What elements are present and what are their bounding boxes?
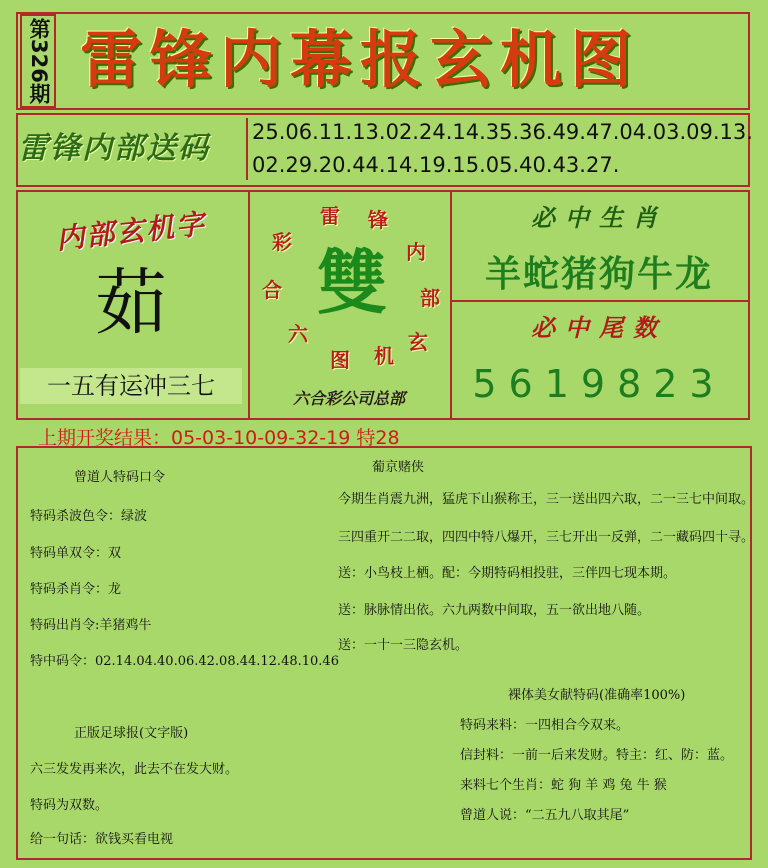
right-line: 送：小鸟枝上栖。配：今期特码相投驻，三伴四七现本期。 — [338, 566, 677, 581]
codes-line-2: 02.29.20.44.14.19.15.05.40.43.27. — [252, 153, 620, 177]
ring-char: 玄 — [408, 330, 428, 354]
right-line: 今期生肖震九洲，猛虎下山猴称王，三一送出四六取，二一三七中间取。 — [338, 492, 755, 507]
mystery-char: 茹 — [94, 261, 167, 345]
left-heading-2: 正版足球报(文字版) — [74, 726, 189, 741]
right-line-2: 曾道人说：“二五九八取其尾” — [460, 808, 630, 823]
left-line: 特中码令：02.14.04.40.06.42.08.44.12.48.10.46 — [30, 654, 339, 669]
left-heading: 曾道人特码口令 — [74, 470, 166, 485]
ring-char: 锋 — [368, 208, 388, 232]
last-result: 上期开奖结果：05-03-10-09-32-19 特28 — [38, 427, 400, 449]
ring-char: 机 — [374, 344, 394, 368]
ring-char: 部 — [420, 286, 440, 310]
mystery-phrase: 一五有运冲三七 — [20, 368, 242, 404]
issue-number: 第326期 — [20, 14, 56, 108]
right-heading-2: 裸体美女献特码(准确率100%) — [508, 688, 686, 703]
ring-char: 彩 — [272, 230, 292, 254]
left-line: 特码单双令：双 — [30, 546, 122, 561]
ring-char: 内 — [406, 240, 426, 264]
left-line: 特码杀波色令：绿波 — [30, 509, 148, 524]
right-line: 三四重开二二取，四四中特八爆开，三七开出一反弹，二一藏码四十寻。 — [338, 530, 755, 545]
zodiac-values: 羊蛇猪狗牛龙 — [484, 253, 713, 295]
left-line-2: 给一句话：欲钱买看电视 — [30, 832, 174, 847]
ring-char: 图 — [330, 348, 350, 372]
left-line: 特码出肖令:羊猪鸡牛 — [30, 618, 152, 633]
right-line-2: 来料七个生肖：蛇 狗 羊 鸡 兔 牛 猴 — [460, 778, 667, 793]
right-line-2: 特码来料：一四相合今双来。 — [460, 718, 630, 733]
mystery-label: 内部玄机字 — [54, 207, 208, 256]
ring-char: 六 — [288, 322, 308, 346]
right-line: 送：一十一三隐玄机。 — [338, 638, 469, 653]
tail-values: 5619823 — [472, 362, 726, 406]
ring-char: 雷 — [320, 204, 340, 228]
internal-codes — [252, 116, 753, 182]
company-name: 六合彩公司总部 — [292, 389, 405, 408]
right-line: 送：脉脉情出依。六九两数中间取，五一欲出地八随。 — [338, 603, 651, 618]
left-line: 特码杀肖令：龙 — [30, 582, 122, 597]
zodiac-title: 必中生肖 — [531, 203, 667, 232]
internal-codes-label: 雷锋内部送码 — [18, 118, 248, 180]
center-big-char: 雙 — [317, 241, 387, 324]
page-title: 雷锋内幕报玄机图 — [80, 23, 641, 96]
right-heading: 葡京赌侠 — [372, 460, 425, 475]
right-line-2: 信封料：一前一后来发财。特主：红、防：蓝。 — [460, 748, 734, 763]
left-line-2: 六三发发再来次，此去不在发大财。 — [30, 762, 239, 777]
codes-line-1: 25.06.11.13.02.24.14.35.36.49.47.04.03.09.13. — [252, 120, 753, 144]
tail-title: 必中尾数 — [531, 313, 667, 342]
left-line-2: 特码为双数。 — [30, 798, 109, 813]
ring-char: 合 — [262, 278, 282, 302]
